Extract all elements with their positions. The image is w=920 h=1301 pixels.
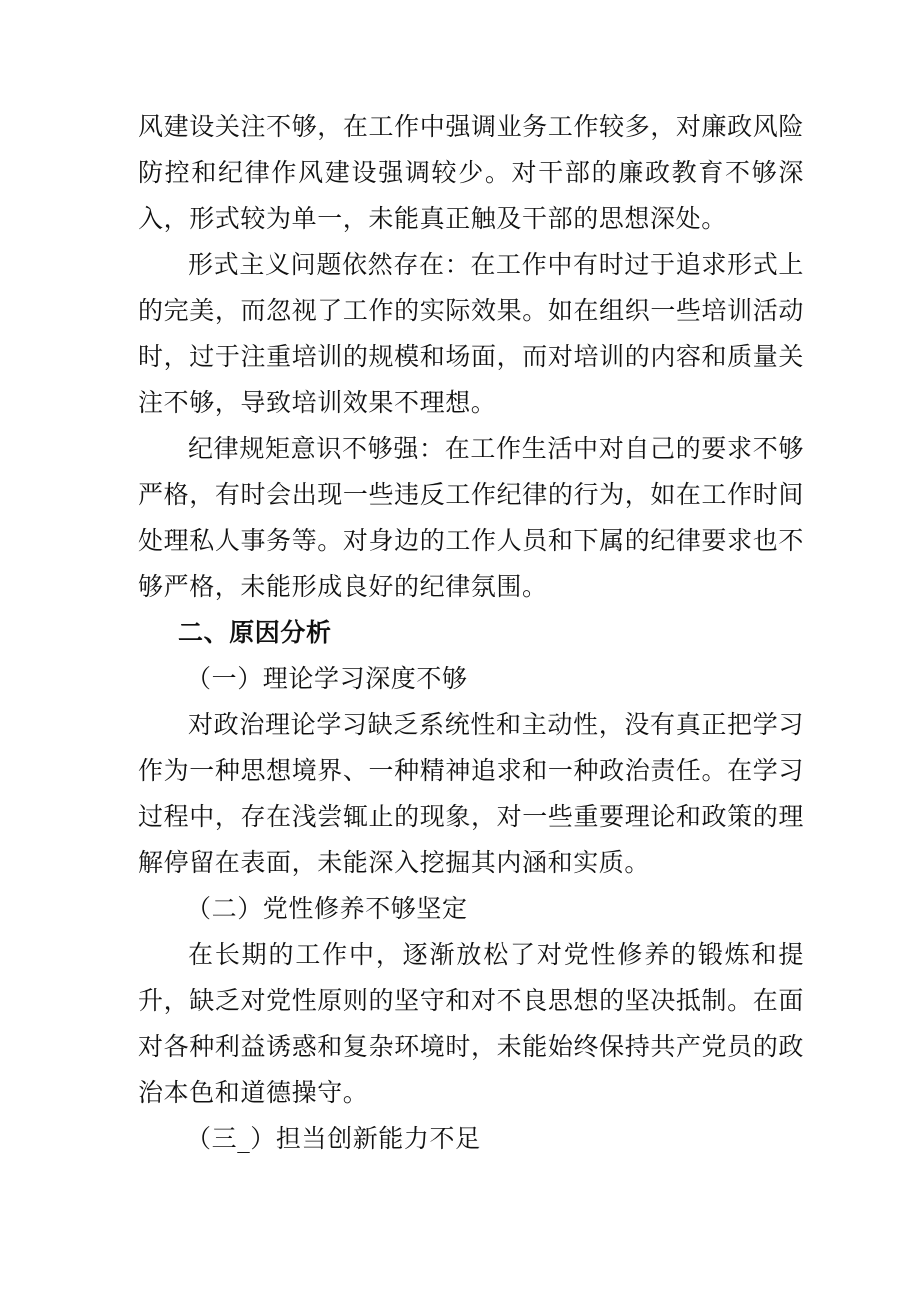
subheading-innovation: （三_）担当创新能力不足	[186, 1124, 481, 1153]
subheading-party-spirit: （二）党性修养不够坚定	[186, 894, 468, 923]
paragraph-work-style: 风建设关注不够，在工作中强调业务工作较多，对廉政风险防控和纪律作风建设强调较少。对干部的廉政教育不够深入，形式较为单一，未能真正触及干部的思想深处。	[138, 112, 804, 233]
paragraph-discipline: 纪律规矩意识不够强：在工作生活中对自己的要求不够严格，有时会出现一些违反工作纪律的行为，如在工作时间处理私人事务等。对身边的工作人员和下属的纪律要求也不够严格，未能形成良好的纪律氛围。	[138, 434, 804, 601]
subheading-theory-study: （一）理论学习深度不够	[186, 664, 468, 693]
paragraph-party-spirit: 在长期的工作中，逐渐放松了对党性修养的锻炼和提升，缺乏对党性原则的坚守和对不良思想的坚决抵制。在面对各种利益诱惑和复杂环境时，未能始终保持共产党员的政治本色和道德操守。	[138, 940, 804, 1107]
paragraph-theory-study: 对政治理论学习缺乏系统性和主动性，没有真正把学习作为一种思想境界、一种精神追求和一种政治责任。在学习过程中，存在浅尝辄止的现象，对一些重要理论和政策的理解停留在表面，未能深入挖掘其内涵和实质。	[138, 710, 804, 877]
paragraph-formalism: 形式主义问题依然存在：在工作中有时过于追求形式上的完美，而忽视了工作的实际效果。如在组织一些培训活动时，过于注重培训的规模和场面，而对培训的内容和质量关注不够，导致培训效果不理想。	[138, 250, 804, 417]
section-heading-cause-analysis: 二、原因分析	[178, 618, 332, 647]
